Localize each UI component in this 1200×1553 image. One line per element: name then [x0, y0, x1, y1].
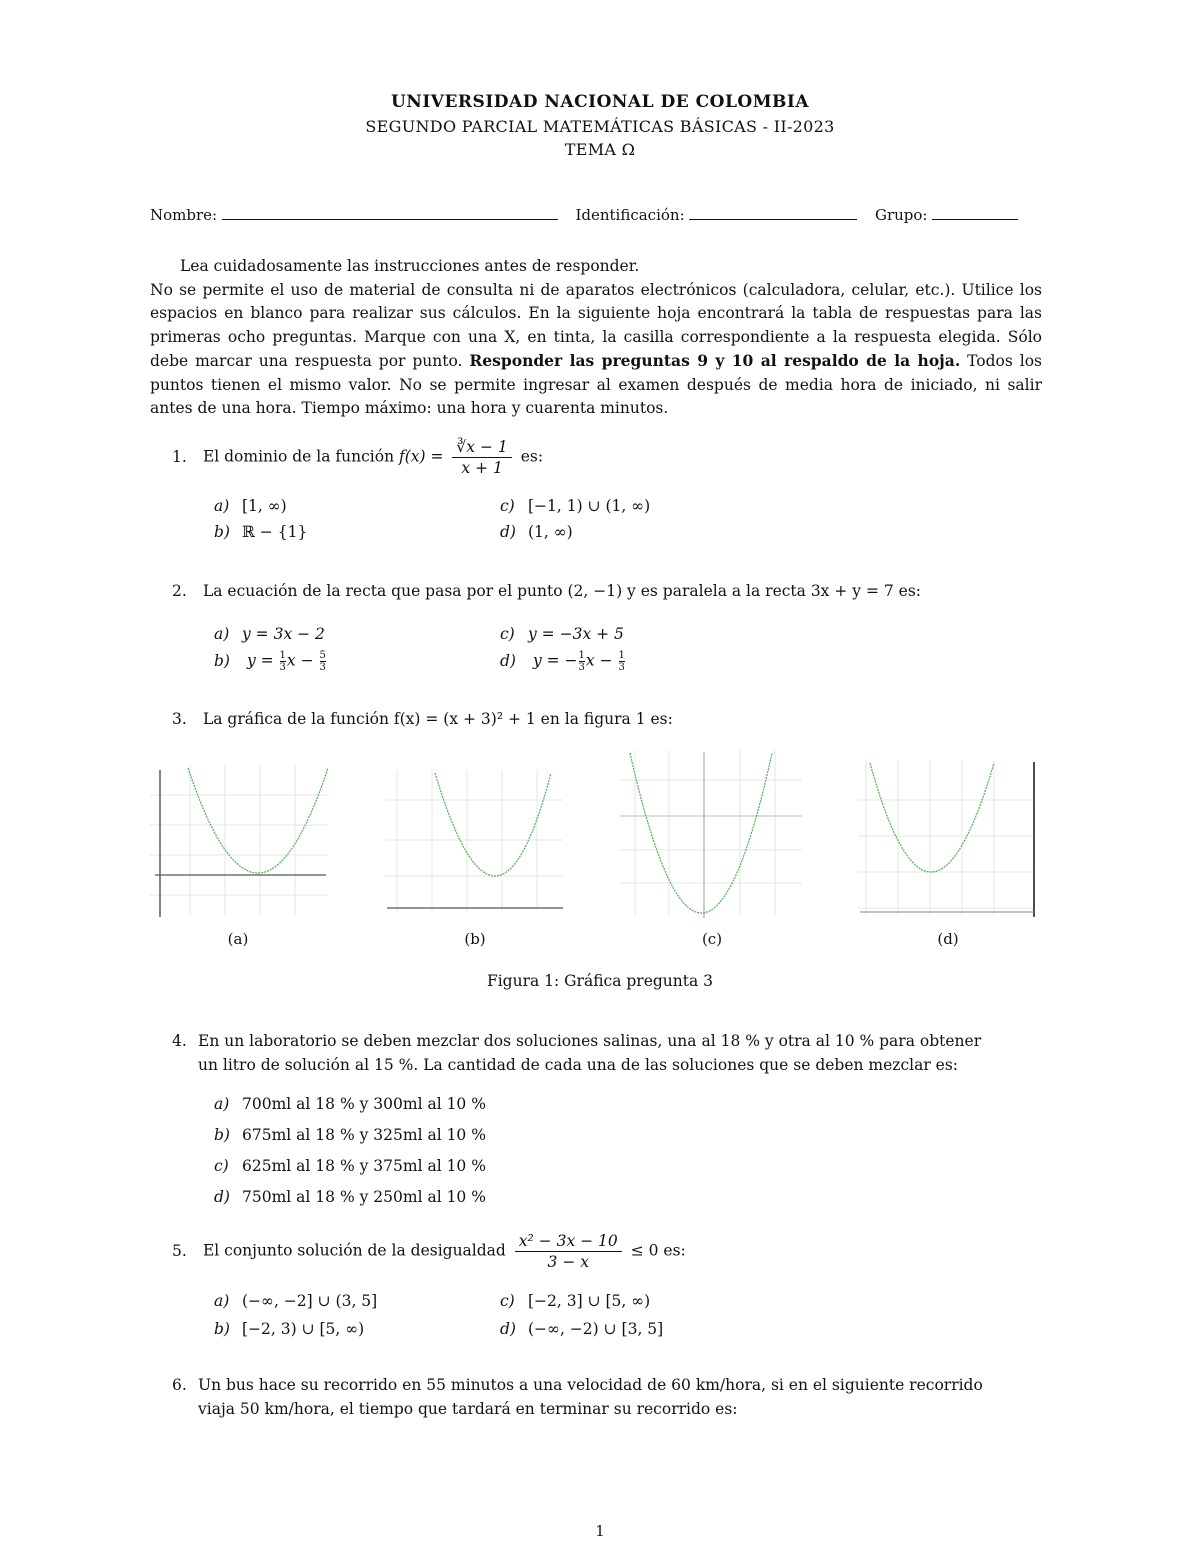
q4-option-c[interactable]: c) 625ml al 18 % y 375ml al 10 %: [214, 1157, 486, 1175]
q5-option-a[interactable]: a) (−∞, −2] ∪ (3, 5]: [214, 1292, 378, 1310]
id-line: [689, 205, 857, 220]
name-line: [222, 205, 558, 220]
group-label: Grupo:: [874, 206, 928, 224]
parabola-curve: [630, 753, 772, 913]
q1-option-a[interactable]: a) [1, ∞): [214, 497, 287, 515]
student-fields: [150, 205, 1030, 224]
caption-a: (a): [227, 930, 249, 948]
q1-option-b[interactable]: b) ℝ − {1}: [214, 523, 308, 541]
question-4: [172, 1029, 981, 1077]
question-3: [172, 707, 673, 731]
q2-option-b[interactable]: b) y = $\frac{1}{3}x$ − $\frac{5}{3}$: [214, 650, 326, 673]
q5-denominator: 3 − x: [547, 1253, 589, 1271]
plot-c[interactable]: [620, 750, 805, 920]
q1-option-d[interactable]: d) (1, ∞): [500, 523, 573, 541]
instructions-time: Tiempo máximo: una hora y cuarenta minutos.: [301, 399, 669, 417]
q5-number: 5.: [172, 1241, 187, 1260]
q4-option-d[interactable]: d) 750ml al 18 % y 250ml al 10 %: [214, 1188, 486, 1206]
q5-option-c[interactable]: c) [−2, 3] ∪ [5, ∞): [500, 1292, 651, 1310]
figure-caption: Figura 1: Gráfica pregunta 3: [486, 972, 714, 990]
question-1: [172, 437, 543, 478]
page-number: 1: [595, 1522, 605, 1540]
q1-fraction: [452, 437, 511, 478]
question-6: [172, 1373, 983, 1421]
q5-post: ≤ 0 es:: [630, 1241, 686, 1260]
q1-option-c[interactable]: c) [−1, 1) ∪ (1, ∞): [500, 497, 651, 515]
plot-d[interactable]: [858, 760, 1038, 920]
q2-option-d[interactable]: d) y = − $\frac{1}{3}x$ − $\frac{1}{3}$: [500, 650, 625, 673]
instructions-first: Lea cuidadosamente las instrucciones antes de responder.: [180, 257, 640, 275]
instructions-bold: Responder las preguntas 9 y 10 al respaldo de la hoja.: [469, 351, 961, 370]
q6-line2: viaja 50 km/hora, el tiempo que tardará en terminar su recorrido es:: [198, 1400, 738, 1418]
q5-option-b[interactable]: b) [−2, 3) ∪ [5, ∞): [214, 1320, 365, 1338]
q3-text: La gráfica de la función f(x) = (x + 3)² + 1 en la figura 1 es:: [202, 710, 673, 728]
q5-fraction: [515, 1231, 622, 1272]
q2d-frac2: $\frac{1}{3}$: [618, 650, 625, 673]
q5-option-d[interactable]: d) (−∞, −2) ∪ [3, 5]: [500, 1320, 664, 1338]
caption-c: (c): [701, 930, 723, 948]
q2b-frac2: $\frac{5}{3}$: [319, 650, 326, 673]
plot-a[interactable]: [150, 765, 330, 920]
q4-number: 4.: [172, 1032, 187, 1050]
q2-option-a[interactable]: a) y = 3x − 2: [214, 625, 325, 643]
question-5: [172, 1231, 686, 1272]
q4-line1: En un laboratorio se deben mezclar dos soluciones salinas, una al 18 % y otra al 10 % para obtener: [198, 1032, 982, 1050]
group-line: [932, 205, 1018, 220]
q4-line2: un litro de solución al 15 %. La cantidad de cada una de las soluciones que se deben mezclar es:: [198, 1056, 959, 1074]
question-2: [172, 579, 921, 603]
q2-option-c[interactable]: c) y = −3x + 5: [500, 625, 624, 643]
q3-number: 3.: [172, 710, 187, 728]
caption-d: (d): [937, 930, 959, 948]
exam-theme: TEMA Ω: [564, 140, 636, 159]
q4-option-b[interactable]: b) 675ml al 18 % y 325ml al 10 %: [214, 1126, 486, 1144]
university-title: UNIVERSIDAD NACIONAL DE COLOMBIA: [390, 92, 810, 112]
parabola-curve: [870, 763, 994, 872]
q2d-frac1: $\frac{1}{3}$: [578, 650, 585, 673]
name-label: Nombre:: [150, 206, 218, 224]
q1-number: 1.: [172, 447, 187, 466]
q5-numerator: x² − 3x − 10: [515, 1231, 622, 1252]
caption-b: (b): [464, 930, 486, 948]
q1-numerator: ∛x − 1: [452, 437, 511, 458]
id-label: Identificación:: [575, 206, 685, 224]
plot-b[interactable]: [385, 770, 565, 915]
instructions: [150, 255, 1042, 421]
instructions-body1: No se permite el uso de material de consulta ni de aparatos electrónicos (calculadora, celular, etc.). Utilice los espacios en blanco para realizar sus cálculos. En la siguiente hoja encontrará la tabla de respuestas para las primeras ocho preguntas. Marque con una X, en tinta, la casilla correspondiente a la respuesta elegida. Sólo debe marcar una respuesta por punto.: [150, 280, 1042, 370]
q2-number: 2.: [172, 582, 187, 600]
q1-fx: f(x) =: [398, 447, 444, 466]
q6-line1: Un bus hace su recorrido en 55 minutos a una velocidad de 60 km/hora, si en el siguiente recorrido: [198, 1376, 983, 1394]
q6-number: 6.: [172, 1376, 187, 1394]
parabola-curve: [188, 768, 328, 873]
parabola-curve: [435, 773, 551, 876]
exam-title: SEGUNDO PARCIAL MATEMÁTICAS BÁSICAS - II-2023: [365, 117, 835, 136]
q1-denominator: x + 1: [461, 459, 503, 477]
q5-text: El conjunto solución de la desigualdad: [202, 1241, 506, 1260]
q1-post: es:: [520, 447, 544, 466]
q2b-frac1: $\frac{1}{3}$: [279, 650, 286, 673]
instructions-body2: Todos los puntos tienen el mismo valor. No se permite ingresar al examen después de media hora de iniciado, ni salir antes de una hora.: [150, 352, 1042, 417]
q2-text: La ecuación de la recta que pasa por el punto (2, −1) y es paralela a la recta 3x + y = 7 es:: [202, 582, 922, 600]
q4-option-a[interactable]: a) 700ml al 18 % y 300ml al 10 %: [214, 1095, 486, 1113]
q1-text: El dominio de la función: [202, 447, 395, 466]
